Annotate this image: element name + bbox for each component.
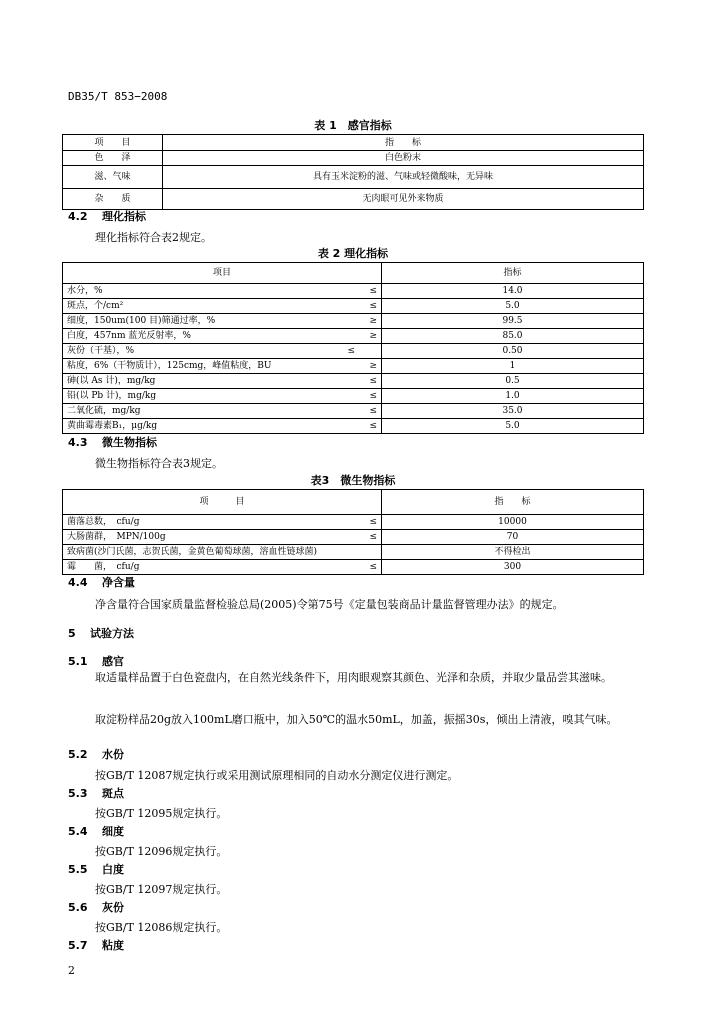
section-title: 净含量: [102, 576, 135, 589]
table2-cell-item: [63, 299, 382, 314]
section-number: 5.1: [68, 655, 88, 668]
table2-cell-value: 1: [382, 359, 644, 374]
table2-cell-value: 85.0: [382, 329, 644, 344]
table2-cell-item: [63, 419, 382, 434]
table3-cell-value: 10000: [382, 515, 644, 530]
section-4-3-heading: [68, 434, 157, 450]
section-5-6-heading: [68, 899, 124, 915]
table2-header-row: [63, 263, 644, 284]
table2-cell-value: 5.0: [382, 419, 644, 434]
table2-cell-item: [63, 284, 382, 299]
section-number: 5.7: [68, 939, 88, 952]
table2-cell-value: 0.50: [382, 344, 644, 359]
table3: [62, 489, 644, 575]
table3-item-text: 致病菌(沙门氏菌，志贺氏菌，金黄色葡萄球菌，溶血性链球菌): [67, 547, 318, 557]
table2-item-text: 细度，150um(100 目)筛通过率，%: [67, 316, 216, 326]
table2-cell-value: 5.0: [382, 299, 644, 314]
table-row: [63, 560, 644, 575]
comparison-symbol: ≤: [369, 376, 377, 386]
table-row: [63, 419, 644, 434]
table1-cell-item: 杂 质: [63, 189, 163, 210]
section-number: 5.6: [68, 901, 88, 914]
table1-cell-index: 白色粉末: [163, 151, 644, 166]
standard-code: DB35/T 853−2008: [68, 90, 168, 103]
table3-cell-item: [63, 515, 382, 530]
section-number: 4.3: [68, 436, 88, 449]
table2-cell-value: 0.5: [382, 374, 644, 389]
table3-cell-item: [63, 530, 382, 545]
table2-cell-value: 99.5: [382, 314, 644, 329]
page-number: 2: [68, 964, 75, 977]
comparison-symbol: ≥: [369, 331, 377, 341]
section-5-3-text: 按GB/T 12095规定执行。: [95, 807, 228, 820]
comparison-symbol: ≤: [369, 562, 377, 572]
section-title: 微生物指标: [102, 436, 157, 449]
section-title: 粘度: [102, 939, 124, 952]
table-row: [63, 515, 644, 530]
comparison-symbol: ≤: [369, 406, 377, 416]
table-row: [63, 359, 644, 374]
section-5-5-heading: [68, 861, 124, 877]
section-4-3-text: 微生物指标符合表3规定。: [95, 457, 223, 470]
table3-cell-value: 300: [382, 560, 644, 575]
table-row: [63, 530, 644, 545]
table2-cell-value: 1.0: [382, 389, 644, 404]
table-row: [63, 374, 644, 389]
section-title: 斑点: [102, 787, 124, 800]
table3-item-text: 菌落总数， cfu/g: [67, 517, 140, 527]
section-5-7-heading: [68, 937, 124, 953]
table2-head-index: 指标: [382, 263, 644, 284]
table2-head-item: 项目: [63, 263, 382, 284]
comparison-symbol: ≤: [369, 421, 377, 431]
section-4-4-text: 净含量符合国家质量监督检验总局(2005)令第75号《定量包装商品计量监督管理办法》的规定。: [95, 598, 564, 611]
section-4-2-text: 理化指标符合表2规定。: [95, 231, 212, 244]
section-title: 感官: [102, 655, 124, 668]
table1-cell-index: 无肉眼可见外来物质: [163, 189, 644, 210]
table1-head-index: 指 标: [163, 135, 644, 151]
section-5-5-text: 按GB/T 12097规定执行。: [95, 883, 228, 896]
table3-cell-item: [63, 560, 382, 575]
table2-item-text: 白度，457nm 蓝光反射率，%: [67, 331, 191, 341]
section-number: 5.3: [68, 787, 88, 800]
table2-cell-item: [63, 404, 382, 419]
table2-caption: 表 2 理化指标: [317, 247, 389, 260]
table1-cell-index: 具有玉米淀粉的滋、气味或轻微酸味，无异味: [163, 166, 644, 189]
section-4-4-heading: [68, 574, 135, 590]
table2-item-text: 二氧化硫，mg/kg: [67, 406, 141, 416]
table2-item-text: 铅(以 Pb 计)，mg/kg: [67, 391, 157, 401]
table-row: [63, 166, 644, 189]
section-number: 4.4: [68, 576, 88, 589]
table-row: [63, 329, 644, 344]
comparison-symbol: ≤: [369, 517, 377, 527]
comparison-symbol: ≥: [369, 316, 377, 326]
table-row: [63, 314, 644, 329]
table2-cell-value: 14.0: [382, 284, 644, 299]
table3-cell-value: 70: [382, 530, 644, 545]
comparison-symbol: ≤: [369, 532, 377, 542]
table2-cell-value: 35.0: [382, 404, 644, 419]
table2-item-text: 灰份（干基），%: [67, 346, 135, 356]
table-row: [63, 299, 644, 314]
section-title: 试验方法: [90, 627, 134, 640]
table2-cell-item: [63, 359, 382, 374]
table2-item-text: 水分，%: [67, 286, 103, 296]
table1: [62, 134, 644, 210]
comparison-symbol: ≤: [369, 286, 377, 296]
section-5-4-text: 按GB/T 12096规定执行。: [95, 845, 228, 858]
section-5-heading: [68, 625, 134, 641]
table-row: [63, 189, 644, 210]
section-number: 4.2: [68, 210, 88, 223]
section-number: 5.5: [68, 863, 88, 876]
section-5-1-paragraph-1: 取适量样品置于白色瓷盘内，在自然光线条件下，用肉眼观察其颜色、光泽和杂质，并取少量品尝其滋味。: [95, 671, 612, 684]
table2-cell-item: [63, 389, 382, 404]
section-number: 5: [68, 627, 76, 640]
section-title: 理化指标: [102, 210, 146, 223]
table3-cell-item: [63, 545, 382, 560]
section-number: 5.4: [68, 825, 88, 838]
section-title: 细度: [102, 825, 124, 838]
comparison-symbol: ≤: [369, 301, 377, 311]
section-5-1-paragraph-2: 取淀粉样品20g放入100mL磨口瓶中，加入50℃的温水50mL，加盖，振摇30s，倾出上清液，嗅其气味。: [95, 713, 618, 726]
table1-caption: 表 1 感官指标: [314, 119, 392, 132]
table3-caption: 表3 微生物指标: [310, 474, 396, 487]
table1-cell-item: 色 泽: [63, 151, 163, 166]
table1-head-item: 项 目: [63, 135, 163, 151]
comparison-symbol: ≤: [347, 346, 355, 356]
section-5-2-text: 按GB/T 12087规定执行或采用测试原理相同的自动水分测定仪进行测定。: [95, 769, 459, 782]
table2: [62, 262, 644, 434]
table2-cell-item: [63, 344, 382, 359]
section-5-3-heading: [68, 785, 124, 801]
section-title: 灰份: [102, 901, 124, 914]
section-title: 白度: [102, 863, 124, 876]
table3-head-item: 项 目: [63, 490, 382, 515]
table1-header-row: [63, 135, 644, 151]
table-row: [63, 344, 644, 359]
table3-cell-value: 不得检出: [382, 545, 644, 560]
table-row: [63, 404, 644, 419]
section-5-2-heading: [68, 746, 124, 762]
section-5-4-heading: [68, 823, 124, 839]
table2-cell-item: [63, 374, 382, 389]
table-row: [63, 151, 644, 166]
comparison-symbol: ≤: [369, 391, 377, 401]
table-row: [63, 284, 644, 299]
comparison-symbol: ≥: [369, 361, 377, 371]
section-4-2-heading: [68, 208, 146, 224]
section-5-6-text: 按GB/T 12086规定执行。: [95, 921, 228, 934]
table1-cell-item: 滋、气味: [63, 166, 163, 189]
table2-item-text: 斑点，个/cm²: [67, 301, 124, 311]
table3-item-text: 霉 菌， cfu/g: [67, 562, 140, 572]
table-row: [63, 389, 644, 404]
table2-cell-item: [63, 314, 382, 329]
table2-cell-item: [63, 329, 382, 344]
section-number: 5.2: [68, 748, 88, 761]
table3-head-index: 指 标: [382, 490, 644, 515]
table3-item-text: 大肠菌群， MPN/100g: [67, 532, 166, 542]
table2-item-text: 黄曲霉毒素B₁，μg/kg: [67, 421, 158, 431]
section-title: 水份: [102, 748, 124, 761]
table-row: [63, 545, 644, 560]
table3-header-row: [63, 490, 644, 515]
table2-item-text: 砷(以 As 计)，mg/kg: [67, 376, 156, 386]
table2-item-text: 粘度，6%（干物质计），125cmg，峰值粘度，BU: [67, 361, 272, 371]
